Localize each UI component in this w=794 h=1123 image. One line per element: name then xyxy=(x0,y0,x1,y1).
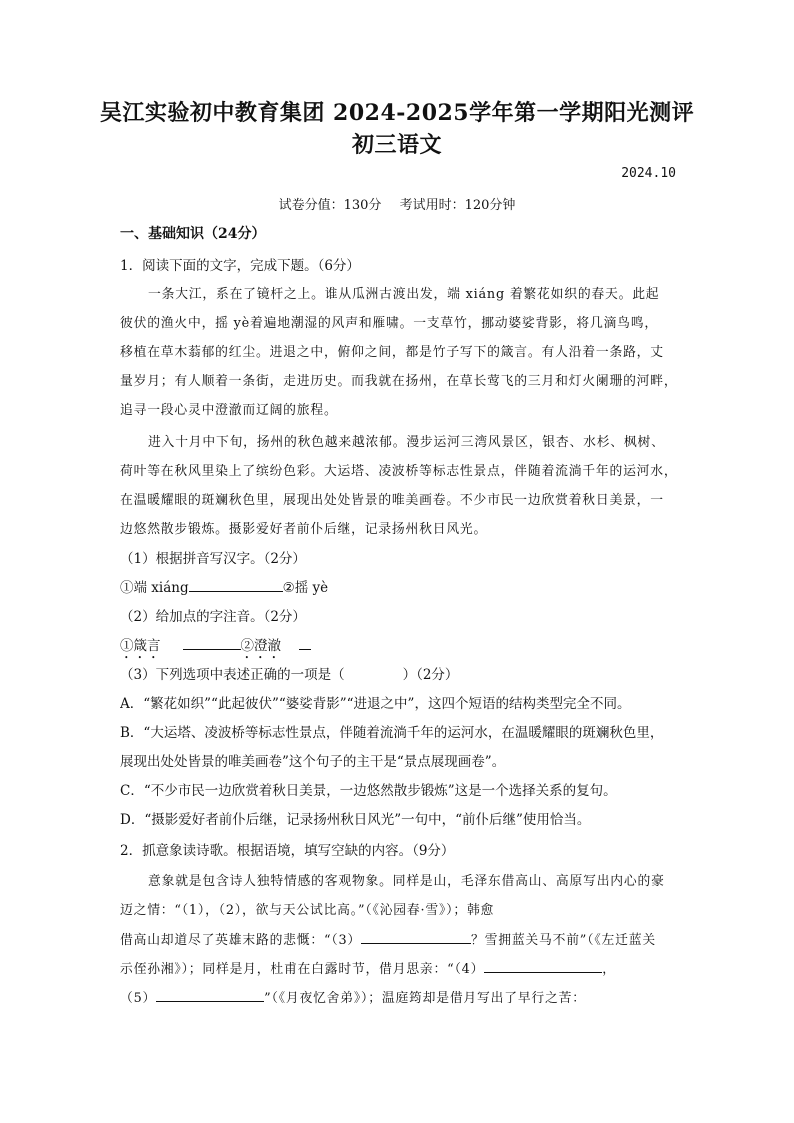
poem-line: 示侄孙湘》）；同样是月，杜甫在白露时节，借月思亲：“（4） ， xyxy=(120,962,616,977)
option-b: B．“大运塔、凌波桥等标志性景点，伴随着流淌千年的运河水，在温暖耀眼的斑斓秋色里， xyxy=(120,725,664,741)
exam-date: 2024.10 xyxy=(621,166,676,181)
poem-line: 借高山却道尽了英雄末路的悲慨：“（3） ？雪拥蓝关马不前”（《左迁蓝关 xyxy=(120,933,656,948)
passage-line: 一条大江，系在了镜杆之上。谁从瓜洲古渡出发，端 xiáng 着繁花如织的春天。此起 xyxy=(148,287,660,302)
time-info: 考试用时：120分钟 xyxy=(399,198,516,213)
exam-title: 吴江实验初中教育集团 2024-2025学年第一学期阳光测评 xyxy=(99,100,695,126)
answer-line-2 xyxy=(120,634,680,662)
exam-subject: 初三语文 xyxy=(351,132,442,158)
option-b-continued: 展现出处处皆景的唯美画卷”这个句子的主干是“景点展现画卷”。 xyxy=(120,754,506,770)
sub-question-2: （2）给加点的字注音。（2分） xyxy=(120,609,306,625)
passage-line: 荷叶等在秋风里染上了缤纷色彩。大运塔、凌波桥等标志性景点，伴随着流淌千年的运河水， xyxy=(120,464,678,479)
sub-question-1: （1）根据拼音写汉字。（2分） xyxy=(120,551,306,567)
item-2b: ②澄澈 xyxy=(240,638,281,654)
option-d: D．“摄影爱好者前仆后继，记录扬州秋日风光”一句中，“前仆后继”使用恰当。 xyxy=(120,812,591,828)
answer-blank[interactable] xyxy=(299,637,311,650)
answer-blank[interactable] xyxy=(484,960,602,973)
poem-line: （5） ”（《月夜忆舍弟》）；温庭筠却是借月写出了早行之苦： xyxy=(120,991,586,1006)
passage-text: 彼伏的渔火中，摇 yè着遍地潮湿的风声和雁啸。一支草竹，挪动婆娑背影，将几滴鸟鸣， xyxy=(120,316,658,331)
passage-line: 追寻一段心灵中澄澈而辽阔的旅程。 xyxy=(120,403,338,418)
item-1b: ②摇 yè xyxy=(282,580,329,596)
passage-line xyxy=(120,312,680,331)
option-a: A．“繁花如织”“此起彼伏”“婆娑背影”“进退之中”，这四个短语的结构类型完全不同。 xyxy=(120,696,631,712)
option-c: C．“不少市民一边欣赏着秋日美景，一边悠然散步锻炼”这是一个选择关系的复句。 xyxy=(120,783,617,799)
item-2a: ①箴言 xyxy=(120,638,161,654)
section-heading: 一、基础知识（24分） xyxy=(120,226,266,242)
question-2-prompt: 2．抓意象读诗歌。根据语境，填写空缺的内容。（9分） xyxy=(120,843,455,859)
passage-line: 进入十月中下旬，扬州的秋色越来越浓郁。漫步运河三湾风景区，银杏、水杉、枫树、 xyxy=(148,435,665,450)
answer-blank[interactable] xyxy=(361,931,471,944)
poem-line: 迈之情：“（1），（2），欲与天公试比高。”（《沁园春·雪》）；韩愈 xyxy=(120,903,495,918)
passage-line: 边悠然散步锻炼。摄影爱好者前仆后继，记录扬州秋日风光。 xyxy=(120,522,488,537)
question-1-prompt: 1．阅读下面的文字，完成下题。（6分） xyxy=(120,258,360,274)
answer-blank[interactable] xyxy=(183,637,241,650)
poem-line: 意象就是包含诗人独特情感的客观物象。同样是山，毛泽东借高山、高原写出内心的豪 xyxy=(148,874,665,889)
passage-line: 量岁月；有人顺着一条街，走进历史。而我就在扬州，在草长莺飞的三月和灯火阑珊的河畔， xyxy=(120,374,678,389)
passage-line: 移植在草木蓊郁的红尘。进退之中，俯仰之间，都是竹子写下的箴言。有人沿着一条路，丈 xyxy=(120,345,664,360)
passage-line: 在温暖耀眼的斑斓秋色里，展现出处处皆景的唯美画卷。不少市民一边欣赏着秋日美景，一 xyxy=(120,493,664,508)
item-1a: ①端 xiáng xyxy=(120,580,189,596)
score-info: 试卷分值：130分 xyxy=(278,198,382,213)
answer-blank[interactable] xyxy=(156,989,264,1002)
exam-info xyxy=(0,194,794,213)
answer-blank[interactable] xyxy=(189,579,283,592)
sub-question-3: （3）下列选项中表述正确的一项是（ ）（2分） xyxy=(120,667,459,683)
answer-line-1 xyxy=(120,576,680,596)
